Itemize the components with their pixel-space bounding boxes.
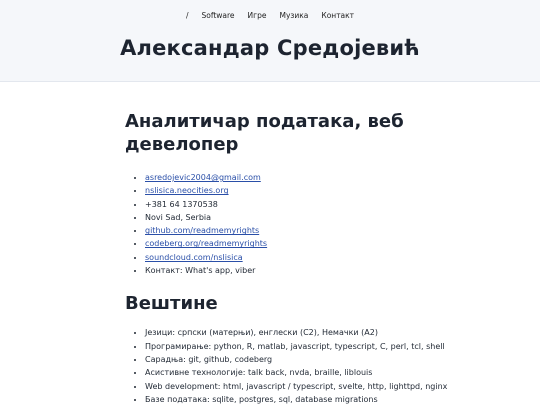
role-heading: Аналитичар података, веб девелопер xyxy=(125,111,404,155)
contact-item-email xyxy=(145,171,425,184)
main-content xyxy=(125,110,448,406)
soundcloud-link[interactable]: soundcloud.com/nslisica xyxy=(145,252,243,262)
skill-item-databases: • Базе података: sqlite, postgres, sql, database migrations xyxy=(145,393,455,406)
site-title: Александар Средојевић xyxy=(120,36,420,60)
contact-item-codeberg xyxy=(145,237,425,250)
skills-list xyxy=(125,326,455,406)
site-header xyxy=(0,0,540,82)
nav-games-link[interactable]: Игре xyxy=(247,11,267,20)
nav-contact-link[interactable]: Контакт xyxy=(321,11,355,20)
contact-item-messaging: • Контакт: What's app, viber xyxy=(145,264,425,277)
contact-item-location: • Novi Sad, Serbia xyxy=(145,211,425,224)
website-link[interactable]: nslisica.neocities.org xyxy=(145,186,229,196)
nav-software-link[interactable]: Software xyxy=(201,11,235,20)
contact-item-github xyxy=(145,224,425,237)
codeberg-link[interactable]: codeberg.org/readmemyrights xyxy=(145,239,268,249)
github-link[interactable]: github.com/readmemyrights xyxy=(145,226,260,236)
contact-item-phone: • +381 64 1370538 xyxy=(145,198,425,211)
contact-list xyxy=(125,171,425,277)
skill-item-assistive-tech: • Асистивне технологије: talk back, nvda, braille, liblouis xyxy=(145,366,455,379)
contact-item-soundcloud xyxy=(145,251,425,264)
skill-item-collaboration: • Сарадња: git, github, codeberg xyxy=(145,353,455,366)
email-link[interactable]: asredojevic2004@gmail.com xyxy=(145,173,261,182)
nav-music-link[interactable]: Музика xyxy=(279,11,309,20)
contact-item-website xyxy=(145,184,425,197)
skill-item-languages: • Језици: српски (матерњи), енглески (C2), Немачки (A2) xyxy=(145,326,455,339)
skills-heading: Вештине xyxy=(125,293,218,315)
skill-item-web-development: • Web development: html, javascript / typescript, svelte, http, lighttpd, nginx xyxy=(145,380,455,393)
nav-home-link[interactable]: / xyxy=(185,11,189,20)
skill-item-programming: • Програмирање: python, R, matlab, javascript, typescript, C, perl, tcl, shell xyxy=(145,340,455,353)
main-nav xyxy=(0,11,540,20)
